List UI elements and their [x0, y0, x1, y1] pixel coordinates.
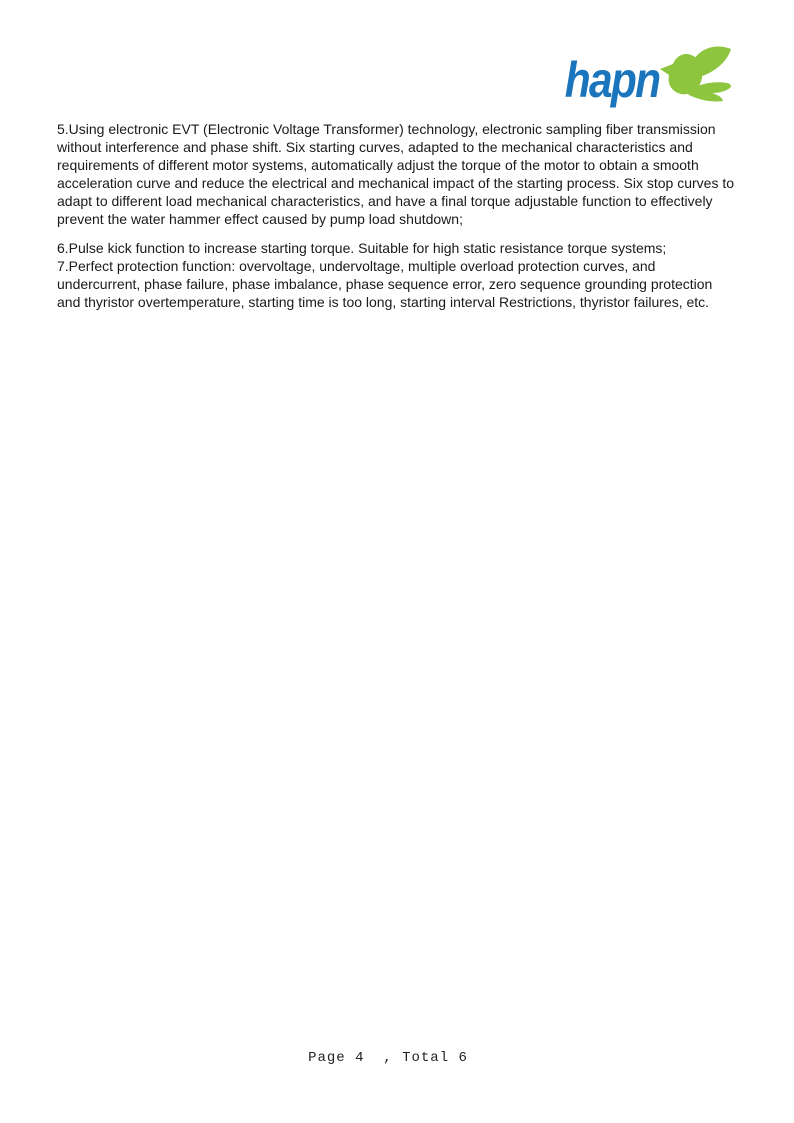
page-footer: [0, 1048, 794, 1066]
dove-wing-shape: [690, 47, 731, 78]
logo: [548, 44, 734, 106]
logo-text: hapn: [564, 52, 659, 108]
paragraph-item-5: 5.Using electronic EVT (Electronic Voltage Transformer) technology, electronic sampling fiber transmission without interference and phase shift. Six starting curves, adapted to the mechanical characteristics and requirements of different motor systems, automatically adjust the torque of the motor to obtain a smooth acceleration curve and reduce the electrical and mechanical impact of the starting process. Six stop curves to adapt to different load mechanical characteristics, and have a final torque adjustable function to effectively prevent the water hammer effect caused by pump load shutdown;: [57, 121, 735, 227]
dove-logo-icon: [660, 44, 734, 104]
paragraph-item-7: 7.Perfect protection function: overvoltage, undervoltage, multiple overload protection curves, and undercurrent, phase failure, phase imbalance, phase sequence error, zero sequence grounding protection and thyristor overtemperature, starting time is too long, starting interval Restrictions, thyristor failures, etc.: [57, 258, 713, 310]
paragraph-item-6: 6.Pulse kick function to increase starting torque. Suitable for high static resistance torque systems;: [57, 240, 667, 256]
page-number-text: Page 4 , Total 6: [308, 1050, 468, 1066]
document-body: [57, 120, 738, 311]
